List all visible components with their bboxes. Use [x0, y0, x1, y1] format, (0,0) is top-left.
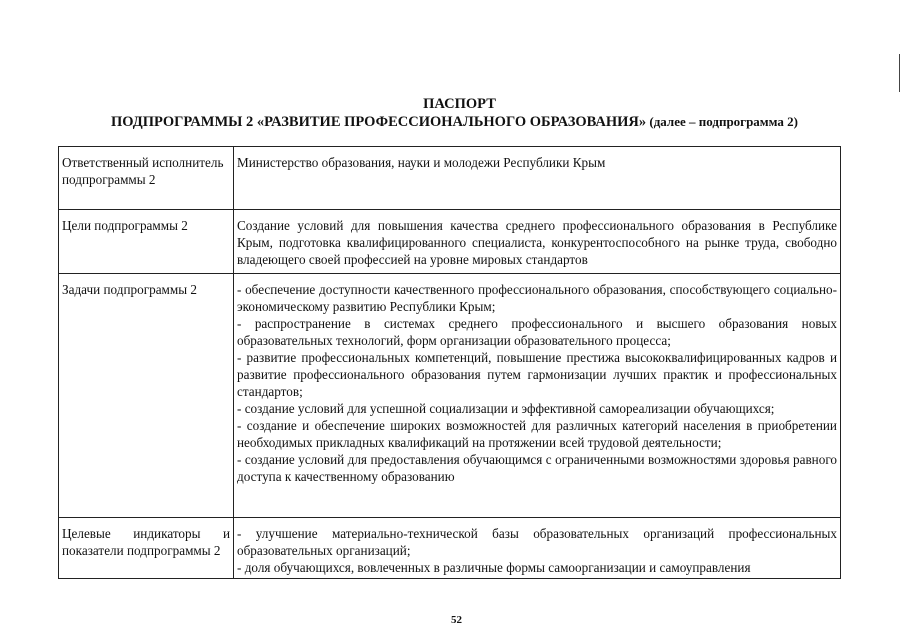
indicator-item: - улучшение материально-технической базы образовательных организаций профессиональных образовательных организаций; [237, 526, 837, 558]
row-paragraph: Министерство образования, науки и молодежи Республики Крым [237, 155, 606, 170]
row-label-goals: Цели подпрограммы 2 [59, 210, 234, 274]
task-item: - создание условий для предоставления обучающимся с ограниченными возможностями здоровья равного доступа к качественному образованию [237, 452, 837, 484]
row-value-responsible [234, 147, 841, 210]
row-label-tasks: Задачи подпрограммы 2 [59, 274, 234, 518]
table-row [59, 274, 841, 518]
table-row [59, 147, 841, 210]
row-value-tasks [234, 274, 841, 518]
row-value-indicators [234, 518, 841, 579]
passport-table [58, 146, 841, 579]
indicator-item: - доля обучающихся, вовлеченных в различные формы самоорганизации и самоуправления [237, 560, 751, 575]
row-paragraph: Создание условий для повышения качества среднего профессионального образования в Республике Крым, подготовка квалифицированного специалиста, конкурентоспособного на рынке труда, свободно владеющего своей профессией на уровне мировых стандартов [237, 218, 837, 267]
page-number: 52 [451, 614, 462, 626]
task-item: - распространение в системах среднего профессионального и высшего образования новых образовательных технологий, форм организации образовательного процесса; [237, 316, 837, 348]
scan-edge-mark [899, 54, 900, 92]
subtitle-main: ПОДПРОГРАММЫ 2 «РАЗВИТИЕ ПРОФЕССИОНАЛЬНОГО ОБРАЗОВАНИЯ» [110, 114, 647, 130]
task-item: - обеспечение доступности качественного профессионального образования, способствующего социально-экономическому развитию Республики Крым; [237, 282, 837, 314]
document-subtitle [2, 113, 905, 131]
table-row [59, 518, 841, 579]
table-row [59, 210, 841, 274]
task-item: - создание условий для успешной социализации и эффективной самореализации обучающихся; [237, 401, 775, 416]
row-label-indicators: Целевые индикаторы и показатели подпрограммы 2 [59, 518, 234, 579]
document-title: ПАСПОРТ [423, 96, 496, 112]
task-item: - развитие профессиональных компетенций, повышение престижа высококвалифицированных кадров и развитие профессионального образования путем гармонизации лучших практик и профессиональных стандартов; [237, 350, 837, 399]
subtitle-tail: (далее – подпрограмма 2) [646, 114, 799, 129]
row-value-goals [234, 210, 841, 274]
row-label-responsible: Ответственный исполнитель подпрограммы 2 [59, 147, 234, 210]
task-item: - создание и обеспечение широких возможностей для различных категорий населения в приобретении необходимых прикладных квалификаций на протяжении всей трудовой деятельности; [237, 418, 837, 450]
